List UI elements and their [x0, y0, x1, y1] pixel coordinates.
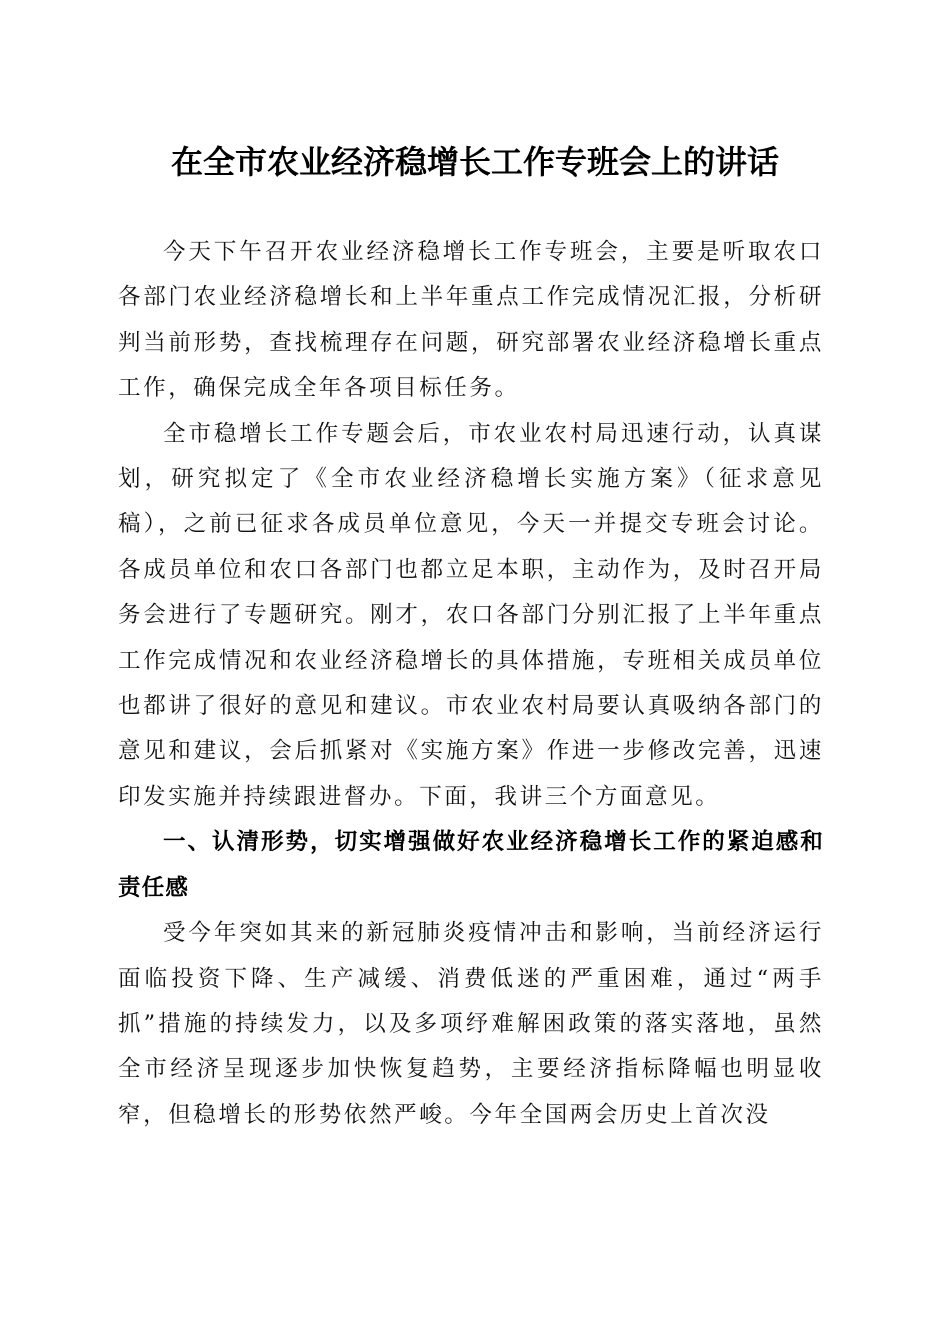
document-title: 在全市农业经济稳增长工作专班会上的讲话: [170, 143, 779, 181]
paragraph-intro: 今天下午召开农业经济稳增长工作专班会，主要是听取农口各部门农业经济稳增长和上半年重点工作完成情况汇报，分析研判当前形势，查找梳理存在问题，研究部署农业经济稳增长重点工作，确保完成全年各项目标任务。: [118, 239, 824, 402]
section-heading-1: 一、认清形势，切实增强做好农业经济稳增长工作的紧迫感和责任感: [118, 829, 824, 901]
paragraph-background: 全市稳增长工作专题会后，市农业农村局迅速行动，认真谋划，研究拟定了《全市农业经济稳增长实施方案》（征求意见稿），之前已征求各成员单位意见，今天一并提交专班会讨论。各成员单位和农口各部门也都立足本职，主动作为，及时召开局务会进行了专题研究。刚才，农口各部门分别汇报了上半年重点工作完成情况和农业经济稳增长的具体措施，专班相关成员单位也都讲了很好的意见和建议。市农业农村局要认真吸纳各部门的意见和建议，会后抓紧对《实施方案》作进一步修改完善，迅速印发实施并持续跟进督办。下面，我讲三个方面意见。: [118, 420, 824, 810]
paragraph-situation: 受今年突如其来的新冠肺炎疫情冲击和影响，当前经济运行面临投资下降、生产减缓、消费低迷的严重困难，通过“两手抓”措施的持续发力，以及多项纾难解困政策的落实落地，虽然全市经济呈现逐步加快恢复趋势，主要经济指标降幅也明显收窄，但稳增长的形势依然严峻。今年全国两会历史上首次没: [118, 920, 824, 1128]
document-body: [118, 230, 824, 1138]
